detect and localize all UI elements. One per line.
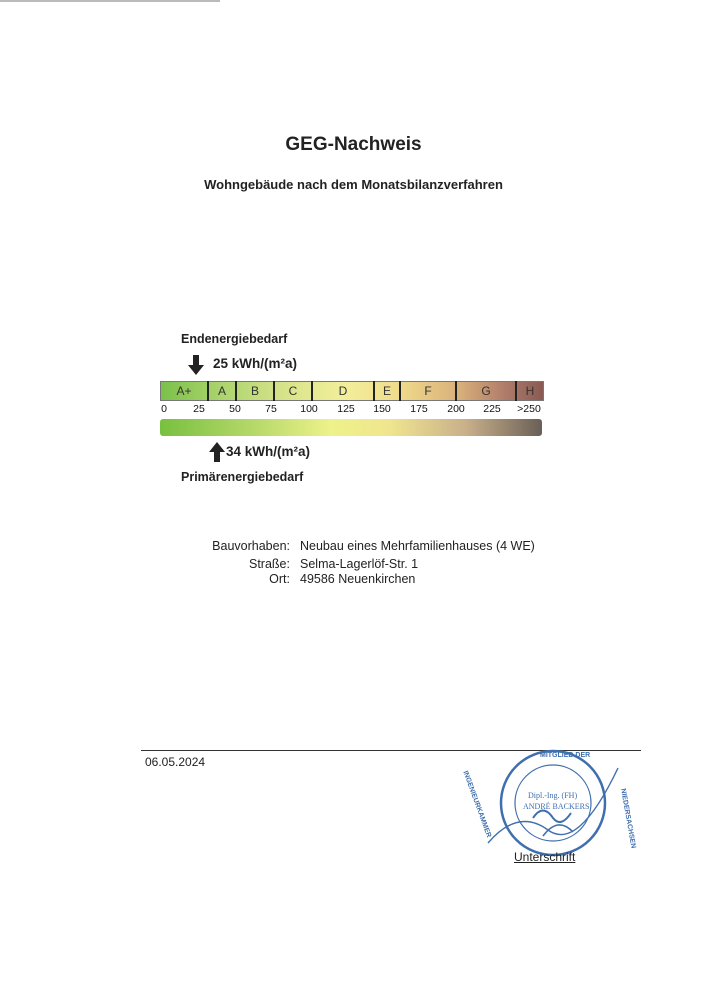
page-title: GEG-Nachweis <box>285 134 422 155</box>
stamp-name <box>523 790 590 812</box>
stamp-text-left: INGENIEURKAMMER <box>461 770 493 839</box>
class-label-h: H <box>525 384 535 398</box>
stamp-name-line2: ANDRÉ BACKERS <box>523 802 590 811</box>
primary-energy-label: Primärenergiebedarf <box>181 470 304 484</box>
energy-class-bar <box>160 381 544 401</box>
end-energy-label: Endenergiebedarf <box>181 332 288 346</box>
arrow-down-icon <box>187 355 205 375</box>
scan-edge <box>0 0 220 2</box>
stamp-text-right: NIEDERSACHSEN <box>619 788 637 849</box>
tick-label: 200 <box>447 403 465 415</box>
energy-gradient-bar <box>160 419 542 436</box>
arrow-up-icon <box>208 442 226 462</box>
class-label-b: B <box>250 384 259 398</box>
class-label-a-plus: A+ <box>176 384 192 398</box>
tick-label: 225 <box>483 403 501 415</box>
scale-ticks <box>0 403 707 417</box>
tick-label: 150 <box>373 403 391 415</box>
tick-label: >250 <box>517 403 541 415</box>
class-label-f: F <box>424 384 432 398</box>
ort-value: 49586 Neuenkirchen <box>300 572 416 586</box>
tick-label: 50 <box>229 403 241 415</box>
bauvorhaben-value: Neubau eines Mehrfamilienhauses (4 WE) <box>300 539 535 553</box>
project-info <box>0 539 707 599</box>
tick-label: 175 <box>410 403 428 415</box>
stamp-name-line1: Dipl.-Ing. (FH) <box>528 791 578 800</box>
strasse-label: Straße: <box>249 557 290 571</box>
class-label-d: D <box>338 384 348 398</box>
tick-label: 100 <box>300 403 318 415</box>
page-subtitle: Wohngebäude nach dem Monatsbilanzverfahren <box>204 177 503 192</box>
ort-label: Ort: <box>269 572 290 586</box>
class-label-a: A <box>217 384 226 398</box>
tick-label: 75 <box>265 403 277 415</box>
class-label-c: C <box>288 384 298 398</box>
tick-label: 25 <box>193 403 205 415</box>
tick-label: 0 <box>161 403 167 415</box>
tick-label: 125 <box>337 403 355 415</box>
bauvorhaben-label: Bauvorhaben: <box>212 539 290 553</box>
signature-date: 06.05.2024 <box>145 755 206 769</box>
strasse-value: Selma-Lagerlöf-Str. 1 <box>300 557 419 571</box>
end-energy-value: 25 kWh/(m²a) <box>213 356 298 371</box>
signature-label: Unterschrift <box>514 850 576 864</box>
primary-energy-value: 34 kWh/(m²a) <box>226 444 311 459</box>
class-label-e: E <box>382 384 391 398</box>
class-label-g: G <box>481 384 491 398</box>
stamp-text-top: MITGLIED DER <box>540 752 591 759</box>
